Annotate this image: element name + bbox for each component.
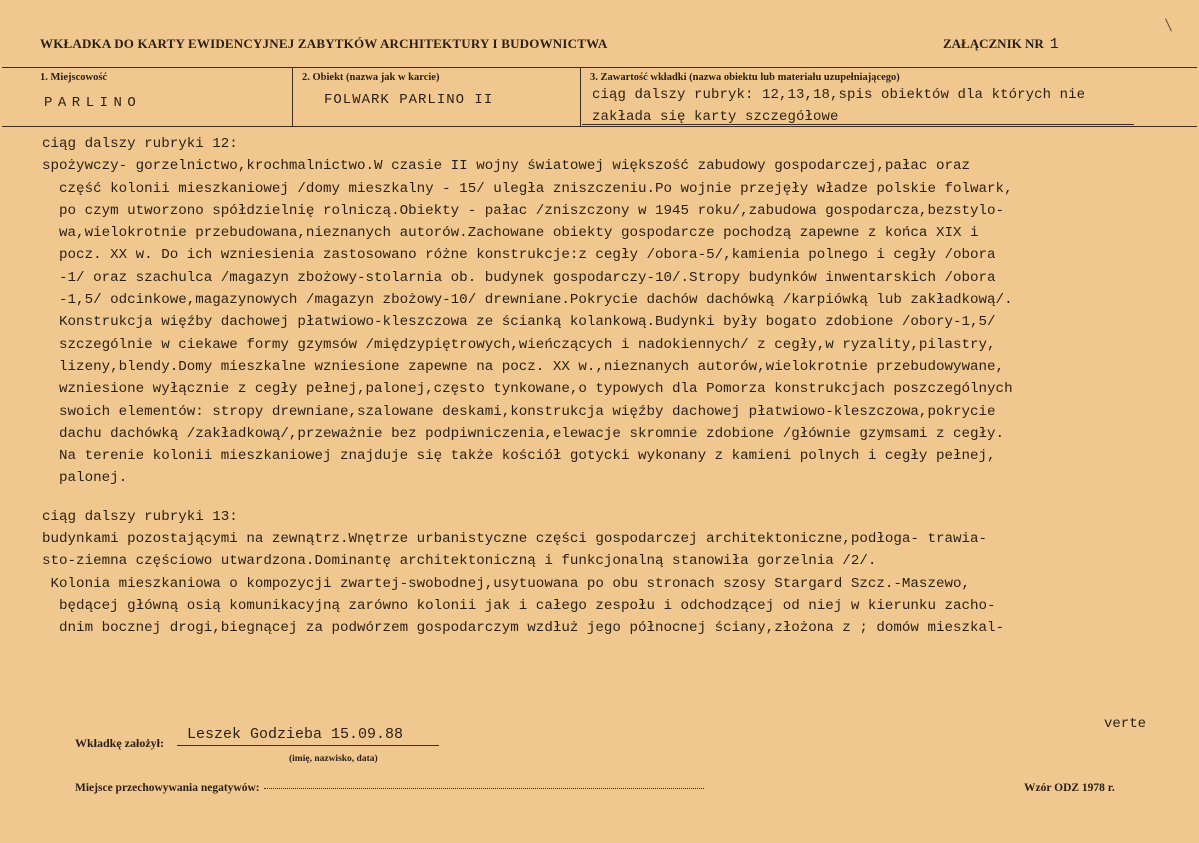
text-line: część kolonii mieszkaniowej /domy mieszkalny - 15/ uległa zniszczeniu.Po wojnie przejęły władze polskie folwark,	[42, 180, 1013, 197]
text-line: -1,5/ odcinkowe,magazynowych /magazyn zbożowy-10/ drewniane.Pokrycie dachów dachówką /karpiówką lub zakładkową/.	[42, 292, 1013, 309]
author-hint: (imię, nazwisko, data)	[289, 754, 378, 764]
author-rule	[177, 745, 439, 746]
verte-note: verte	[1104, 716, 1147, 732]
content-line: ciąg dalszy rubryk: 12,13,18,spis obiektów dla których nie	[592, 87, 1086, 103]
content-cell	[582, 68, 1197, 126]
text-line: szczególnie w ciekawe formy gzymsów /międzypiętrowych,wieńczących i nadokiennych/ z cegły,w ryzality,pilastry,	[42, 336, 996, 353]
text-line: -1/ oraz szachulca /magazyn zbożowy-stolarnia ob. budynek gospodarczy-10/.Stropy budynków inwentarskich /obora	[42, 269, 996, 286]
body-text	[42, 133, 1192, 640]
text-line: Na terenie kolonii mieszkaniowej znajduje się także kościół gotycki wykonany z kamieni polnych i cegły pełnej,	[42, 448, 996, 465]
text-line: będącej główną osią komunikacyjną zarówno kolonii jak i całego zespołu i odchodzącej od niej w kierunku zacho-	[42, 597, 996, 614]
text-line: pocz. XX w. Do ich wzniesienia zastosowano różne konstrukcje:z cegły /obora-5/,kamienia polnego i cegły /obora	[42, 247, 996, 264]
negatives-label: Miejsce przechowywania negatywów:	[75, 782, 260, 794]
negatives-field	[75, 782, 704, 794]
place-label: 1. Miejscowość	[40, 72, 108, 83]
document-title: WKŁADKA DO KARTY EWIDENCYJNEJ ZABYTKÓW ARCHITEKTURY I BUDOWNICTWA	[40, 36, 608, 51]
place-cell	[2, 68, 293, 126]
section-13-heading: ciąg dalszy rubryki 13:	[42, 508, 238, 525]
negatives-rule	[264, 787, 704, 789]
content-value	[592, 84, 1085, 128]
annex-label-text: ZAŁĄCZNIK NR	[943, 36, 1044, 51]
author-value: Leszek Godzieba 15.09.88	[187, 726, 404, 743]
place-value: PARLINO	[44, 95, 142, 111]
text-line: po czym utworzono spółdzielnię rolniczą.Obiekty - pałac /zniszczony w 1945 roku/,zabudowa gospodarcza,bezstylo-	[42, 202, 1005, 219]
text-line: palonej.	[42, 470, 128, 487]
author-field	[75, 726, 475, 766]
text-line: Kolonia mieszkaniowa o kompozycji zwartej-swobodnej,usytuowana po obu stronach szosy Stargard Szcz.-Maszewo,	[42, 575, 971, 592]
text-line: wzniesione wyłącznie z cegły pełnej,palonej,często tynkowane,o typowych dla Pomorza konstrukcjach poszczególnych	[42, 381, 1013, 398]
text-line: spożywczy- gorzelnictwo,krochmalnictwo.W czasie II wojny światowej większość zabudowy gospodarczej,pałac oraz	[42, 158, 971, 175]
form-fields-row	[2, 67, 1197, 127]
text-line: sto-ziemna częściowo utwardzona.Dominantę architektoniczną i funkcjonalną stanowiła gorzelnia /2/.	[42, 553, 877, 570]
text-line: dnim bocznej drogi,biegnącej za podwórzem gospodarczym wzdłuż jego północnej ściany,złożona z ; domów mieszkal-	[42, 620, 1005, 637]
object-cell	[294, 68, 581, 126]
pencil-mark	[1165, 18, 1172, 31]
object-value: FOLWARK PARLINO II	[324, 92, 494, 108]
annex-label	[943, 36, 1059, 53]
annex-number: 1	[1049, 36, 1059, 53]
content-line: zakłada się karty szczegółowe	[592, 109, 839, 125]
text-line: Konstrukcja więźby dachowej płatwiowo-kleszczowa ze ścianką kolankową.Budynki były bogato zdobione /obory-1,5/	[42, 314, 996, 331]
text-line: swoich elementów: stropy drewniane,szalowane deskami,konstrukcja więźby dachowej płatwiowo-kleszczowa,pokrycie	[42, 403, 996, 420]
object-label: 2. Obiekt (nazwa jak w karcie)	[302, 72, 440, 83]
content-label: 3. Zawartość wkładki (nazwa obiektu lub materiału uzupełniającego)	[590, 72, 900, 83]
text-line: wa,wielokrotnie przebudowana,nieznanych autorów.Zachowane obiekty gospodarcze pochodzą zapewne z końca XIX i	[42, 225, 979, 242]
form-model: Wzór ODZ 1978 r.	[1024, 782, 1115, 794]
author-label: Wkładkę założył:	[75, 736, 164, 750]
section-gap	[42, 490, 1192, 506]
text-line: lizeny,blendy.Domy mieszkalne wzniesione zapewne na pocz. XX w.,nieznanych autorów,wielokrotnie przebudowywane,	[42, 358, 1005, 375]
text-line: dachu dachówką /zakładkową/,przeważnie bez podpiwniczenia,elewacje skromnie zdobione /głównie gzymsami z cegły.	[42, 425, 1005, 442]
text-line: budynkami pozostającymi na zewnątrz.Wnętrze urbanistyczne części gospodarczej architektoniczne,podłoga- trawia-	[42, 531, 988, 548]
section-12-heading: ciąg dalszy rubryki 12:	[42, 136, 238, 152]
